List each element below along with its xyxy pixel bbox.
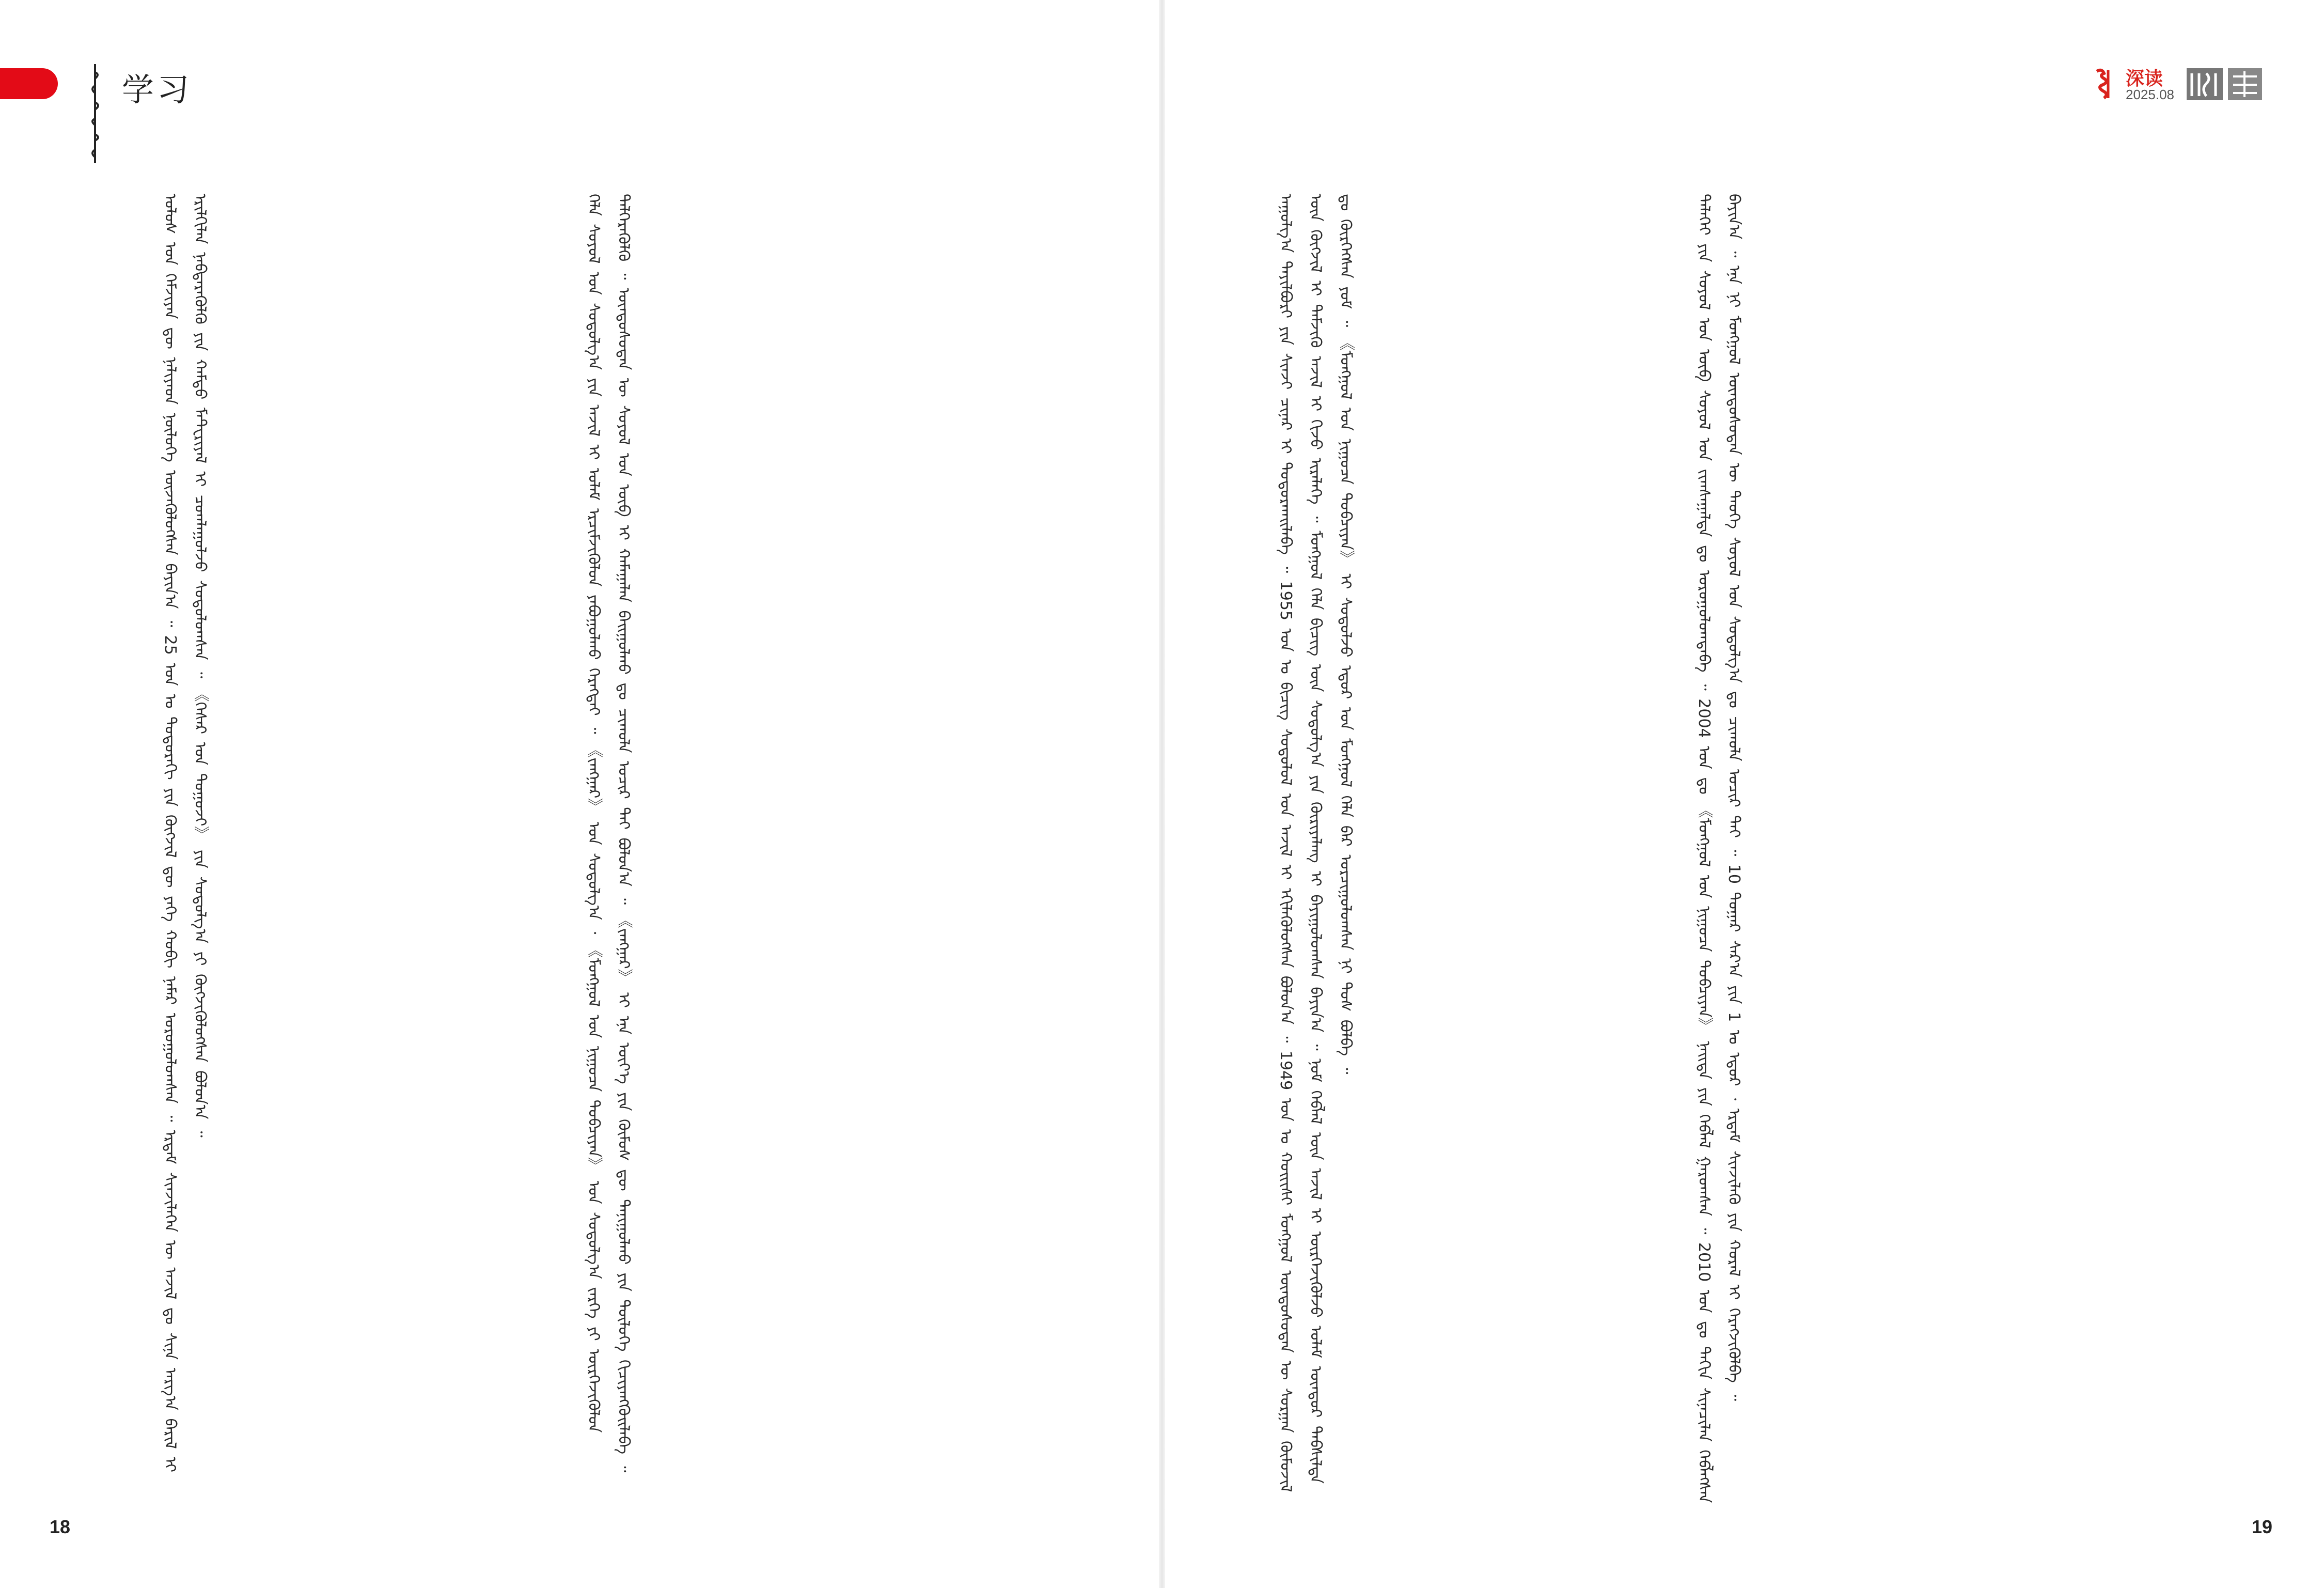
section-red-tab — [0, 68, 58, 99]
left-page-lower-text: ᠬᠡᠯᠡ ᠰᠣᠶᠣᠯ ᠤᠨ ᠰᠤᠳᠤᠯᠭ᠎ᠠ ᠶᠢᠨ ᠠᠵᠢᠯ ᠢ ᠤᠯᠠᠮ ᠡᠷᠴᠢᠮᠵᠢᠭᠦᠯᠦᠨ ᠶᠠᠪᠤᠭᠤᠯᠬᠤ ᠬᠡᠷᠡᠭᠲᠡᠢ ᠃ 《ᠵᠠᠩᠭᠠᠷ》 ᠤᠨ ᠰᠤᠳᠤᠯᠭ᠎ᠠ ᠂ 《ᠮᠣᠩᠭᠣᠯ ᠤᠨ ᠨᠢᠭᠤᠴᠠ ᠲᠣᠪᠴᠢᠶᠠᠨ》 ᠤᠨ ᠰᠤᠳᠤᠯᠭ᠎ᠠ ᠵᠡᠷᠭᠡ ᠶᠢ ᠥᠷᠭᠡᠵᠢᠭᠦᠯᠦᠨ ᠳᠡᠯᠭᠡᠷᠡᠭᠦᠯᠬᠦ ᠃ ᠦᠨᠳᠦᠰᠦᠲᠡᠨ ᠦ ᠰᠣᠶᠣᠯ ᠤᠨ ᠥᠪ ᠢ ᠬᠠᠮᠠᠭᠠᠯᠠᠨ ᠪᠠᠢᠭᠤᠯᠬᠤ ᠳᠤ ᠴᠢᠬᠤᠯᠠ ᠤᠴᠢᠷ ᠲᠠᠢ ᠪᠣᠯᠤᠨ᠎ᠠ ᠃ 《ᠵᠠᠩᠭᠠᠷ》 ᠢ ᠡᠨᠡ ᠦᠶ᠎ᠡ ᠶᠢᠨ ᠬᠦᠮᠦᠰ ᠳᠦ ᠲᠠᠨᠢᠭᠤᠯᠬᠤ ᠶᠢᠨ ᠲᠥᠯᠦᠭᠡ ᠬᠢᠴᠢᠶᠡᠩᠭᠦᠢᠯᠡᠪᠡ ᠃ — [585, 194, 633, 1473]
page-number-right: 19 — [2251, 1516, 2272, 1537]
section-title: 学习 — [122, 71, 193, 108]
right-page — [1162, 0, 2324, 1588]
issue-date: 2025.08 — [2126, 87, 2174, 102]
right-page-lower-text: ᠳᠡᠯᠡᠬᠡᠢ ᠶᠢᠨ ᠰᠣᠶᠣᠯ ᠤᠨ ᠥᠪ ᠰᠣᠶᠣᠯ ᠤᠨ ᠵᠢᠭᠰᠠᠭᠠᠯᠲᠠ ᠳᠤ ᠣᠷᠣᠭᠤᠯᠤᠭᠳᠠᠪᠠ ᠃ 2004 ᠣᠨ ᠳᠤ 《ᠮᠣᠩᠭᠣᠯ ᠤᠨ ᠨᠢᠭᠤᠴᠠ ᠲᠣᠪᠴᠢᠶᠠᠨ》 ᠨᠡᠢᠲᠡ ᠶᠢᠨ ᠬᠡᠪᠯᠡᠯ ᠭᠠᠷᠤᠭᠰᠠᠨ ᠃ 2010 ᠣᠨ ᠳᠤ ᠳᠠᠬᠢᠨ ᠰᠢᠨᠡᠴᠢᠯᠡᠨ ᠬᠡᠪᠯᠡᠭᠰᠡᠨ ᠪᠠᠶᠢᠨ᠎ᠠ ᠃ ᠡᠨᠡ ᠨᠢ ᠮᠣᠩᠭᠣᠯ ᠦᠨᠳᠦᠰᠦᠲᠡᠨ ᠦ ᠲᠡᠦᠬᠡ ᠰᠣᠶᠣᠯ ᠤᠨ ᠰᠤᠳᠤᠯᠭ᠎ᠠ ᠳᠤ ᠴᠢᠬᠤᠯᠠ ᠤᠴᠢᠷ ᠲᠠᠢ ᠃ 10 ᠳᠤᠭᠠᠷ ᠰᠠᠷ᠎ᠠ ᠶᠢᠨ 1 ᠤ ᠡᠳᠦᠷ ᠂ ᠡᠷᠳᠡᠮ ᠰᠢᠨᠵᠢᠯᠡᠬᠦ ᠶᠢᠨ ᠬᠤᠷᠠᠯ ᠢ ᠬᠡᠷᠡᠭᠵᠢᠭᠦᠯᠪᠡ ᠃ — [1695, 194, 1743, 1503]
brand-name: 深读 — [2126, 68, 2163, 89]
right-page-upper-text: ᠠᠭᠤᠯᠭ᠎ᠠ ᠲᠠᠶᠢᠯᠪᠤᠷᠢ ᠶᠢᠨ ᠰᠢᠨᠵᠢ ᠴᠢᠨᠠᠷ ᠢ ᠲᠣᠳᠣᠷᠬᠠᠢᠯᠠᠪᠠ ᠃ 1955 ᠣᠨ ᠤ ᠪᠢᠴᠢᠭ ᠰᠤᠳᠤᠯᠤᠯ ᠤᠨ ᠠᠵᠢᠯ ᠢ ᠡᠬᠢᠯᠡᠬᠦᠯᠦᠭᠰᠡᠨ ᠪᠣᠯᠤᠨ᠎ᠠ ᠃ 1949 ᠣᠨ ᠤ ᠬᠣᠢᠢᠰᠢ ᠮᠣᠩᠭᠣᠯ ᠦᠨᠳᠦᠰᠦᠲᠡᠨ ᠦ ᠰᠤᠷᠭᠠᠨ ᠬᠥᠮᠦᠵᠢᠯ ᠦᠨ ᠬᠥᠭᠵᠢᠯ ᠢ ᠳᠡᠮᠵᠢᠬᠦ ᠠᠵᠢᠯ ᠢ ᠬᠢᠵᠦ ᠢᠷᠡᠯᠡᠭᠡ ᠃ ᠮᠣᠩᠭᠣᠯ ᠬᠡᠯᠡ ᠪᠢᠴᠢᠭ ᠦᠨ ᠰᠤᠳᠤᠯᠭ᠎ᠠ ᠶᠢᠨ ᠬᠦᠷᠢᠶᠡᠯᠡᠩ ᠢ ᠪᠠᠶᠢᠭᠤᠯᠤᠭᠰᠠᠨ ᠪᠠᠶᠢᠨ᠎ᠠ ᠃ ᠨᠣᠮ ᠬᠡᠪᠯᠡᠯ ᠦᠨ ᠠᠵᠢᠯ ᠢ ᠥᠷᠭᠡᠵᠢᠭᠦᠯᠵᠦ ᠤᠯᠠᠮ ᠥᠨᠳᠥᠷ ᠳᠡᠪᠰᠢᠯᠲᠡ ᠳᠤ ᠬᠦᠷᠭᠡᠭᠰᠡᠨ ᠶᠤᠮ ᠃ 《ᠮᠣᠩᠭᠣᠯ ᠤᠨ ᠨᠢᠭᠤᠴᠠ ᠲᠣᠪᠴᠢᠶᠠᠨ》 ᠢ ᠰᠤᠳᠤᠯᠵᠤ ᠡᠳᠦᠷ ᠤᠨ ᠮᠣᠩᠭᠣᠯ ᠬᠡᠯᠡ ᠪᠡᠷ ᠣᠷᠴᠢᠭᠤᠯᠤᠭᠰᠠᠨ ᠨᠢ ᠲᠤᠰ ᠪᠣᠯᠪᠠ ᠃ — [1277, 194, 1355, 1492]
section-mongolian-title-icon — [88, 62, 103, 165]
masthead-brand — [2093, 64, 2279, 105]
masthead-logo-icon — [2187, 66, 2264, 102]
left-page-upper-text: ᠤᠯᠤᠰ ᠤᠨ ᠬᠡᠮᠵᠢᠶᠡᠨ ᠳᠦ ᠨᠡᠯᠢᠶᠡᠳ ᠨᠥᠯᠦᠭᠡ ᠦᠵᠡᠭᠦᠯᠦᠭᠰᠡᠨ ᠪᠠᠶᠢᠨ᠎ᠠ ᠃ 25 ᠣᠨ ᠤ ᠳᠣᠲᠣᠷᠠᠬᠢ ᠶᠢᠨ ᠬᠥᠭᠵᠢᠯ ᠳᠦ ᠶᠡᠬᠡ ᠬᠤᠪᠢ ᠨᠡᠮᠡᠷ ᠣᠷᠤᠭᠤᠯᠤᠭᠰᠠᠨ ᠃ ᠡᠷᠳᠡᠮ ᠰᠢᠨᠵᠢᠯᠡᠬᠡᠨ ᠦ ᠠᠵᠢᠯ ᠳᠤ ᠰᠢᠨᠡ ᠠᠷᠭ᠎ᠠ ᠪᠠᠷᠢᠯ ᠢ ᠡᠷᠢᠯᠬᠢᠯᠡᠨ ᠨᠡᠪᠲᠡᠷᠡᠭᠦᠯᠬᠦ ᠶᠢᠨ ᠬᠠᠮᠲᠤ ᠮᠠᠲ᠋ᠧᠷᠢᠶᠠᠯ ᠢ ᠴᠤᠭᠯᠠᠭᠤᠯᠵᠤ ᠰᠤᠳᠤᠯᠤᠭᠰᠠᠨ ᠃ 《ᠭᠡᠰᠡᠷ ᠤᠨ ᠲᠤᠭᠤᠵᠢ》 ᠶᠢᠨ ᠰᠤᠳᠤᠯᠭ᠎ᠠ ᠶᠢ ᠬᠥᠭᠵᠢᠭᠦᠯᠦᠭᠰᠡᠨ ᠪᠣᠯᠤᠨ᠎ᠠ ᠃ — [161, 194, 209, 1473]
page-number-left: 18 — [50, 1516, 71, 1537]
seal-stamp-icon — [2093, 67, 2116, 101]
